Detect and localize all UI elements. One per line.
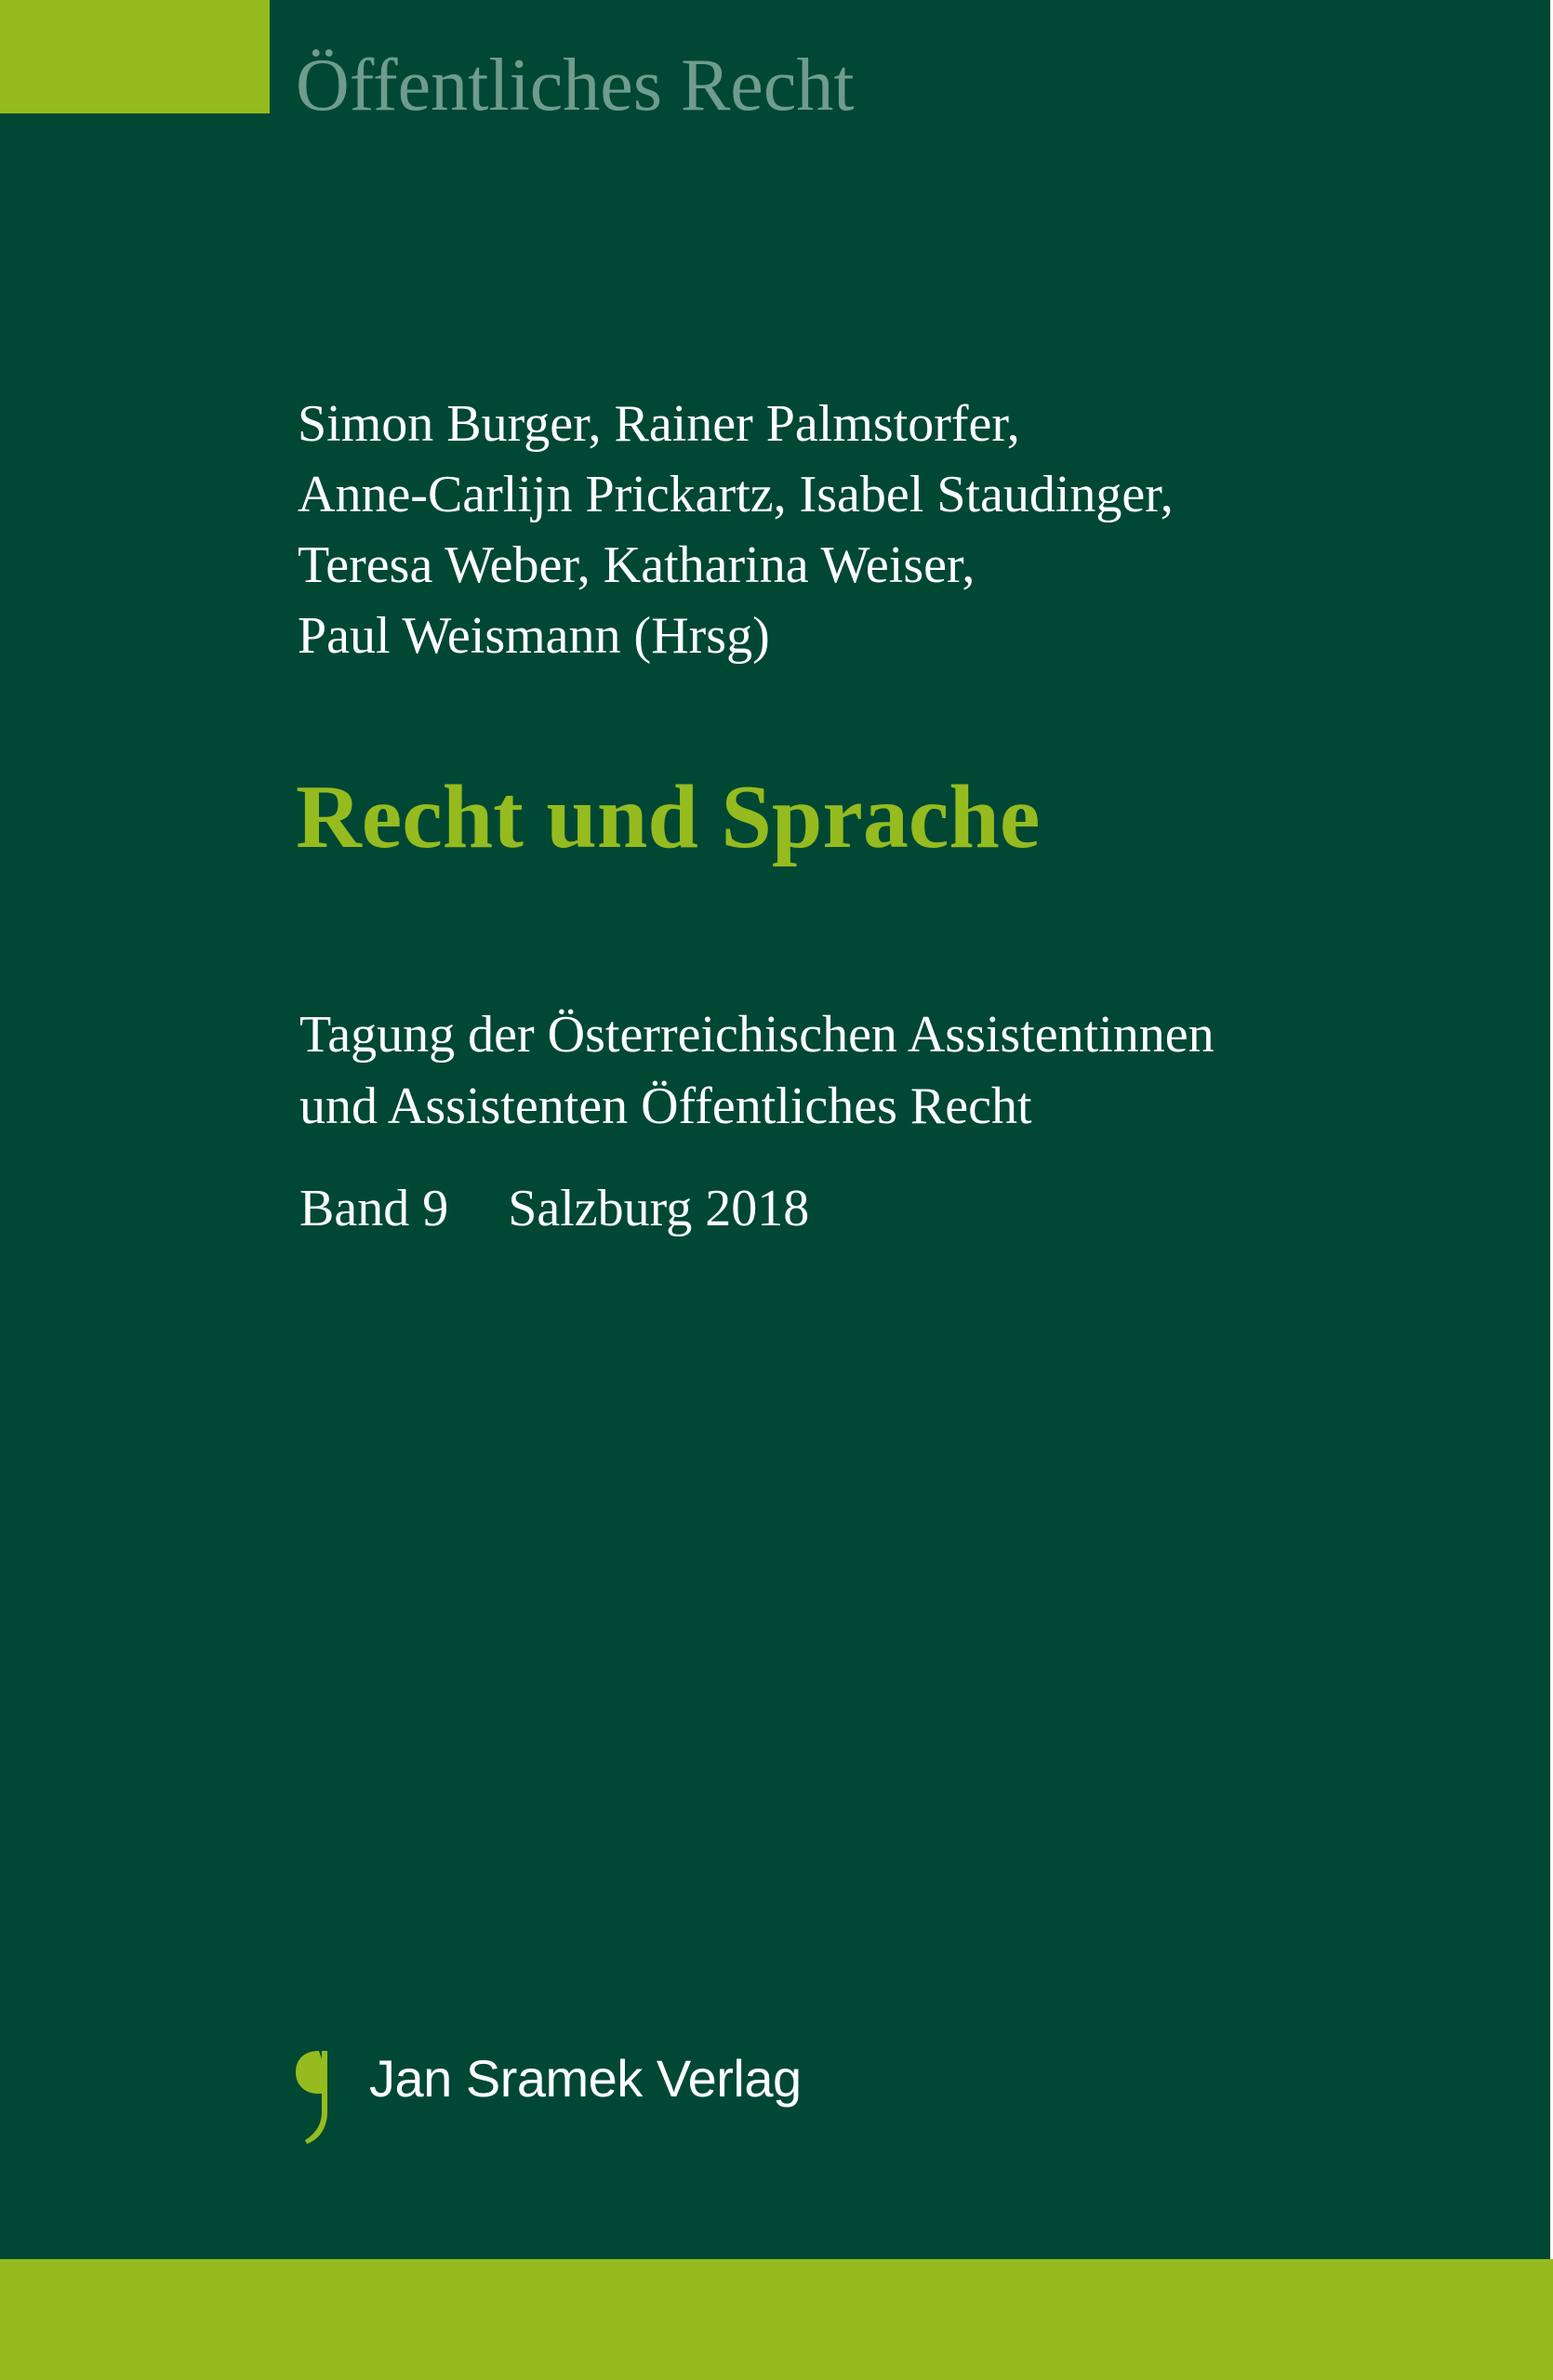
series-title: Öffentliches Recht bbox=[296, 45, 855, 126]
publisher-imprint bbox=[294, 2043, 852, 2146]
editors-line: Teresa Weber, Katharina Weiser, bbox=[298, 536, 976, 594]
corner-accent-block bbox=[0, 0, 270, 113]
editors-line: Anne-Carlijn Prickartz, Isabel Staudinger, bbox=[298, 466, 1174, 523]
subtitle-line: und Assistenten Öffentliches Recht bbox=[299, 1078, 1032, 1135]
publisher-name: Jan Sramek Verlag bbox=[369, 2049, 802, 2108]
editors-list bbox=[298, 389, 1174, 671]
volume-info bbox=[299, 1176, 809, 1241]
bottom-accent-band bbox=[0, 2259, 1553, 2380]
volume-number: Band 9 bbox=[299, 1180, 449, 1237]
book-subtitle bbox=[299, 999, 1215, 1143]
editors-line: Paul Weismann (Hrsg) bbox=[298, 607, 770, 665]
subtitle-line: Tagung der Österreichischen Assistentinnen bbox=[299, 1006, 1215, 1064]
conference-place-year: Salzburg 2018 bbox=[508, 1180, 810, 1237]
book-title: Recht und Sprache bbox=[296, 767, 1041, 867]
paragraph-sign-logo-icon bbox=[294, 2043, 338, 2146]
editors-line: Simon Burger, Rainer Palmstorfer, bbox=[298, 395, 1020, 453]
